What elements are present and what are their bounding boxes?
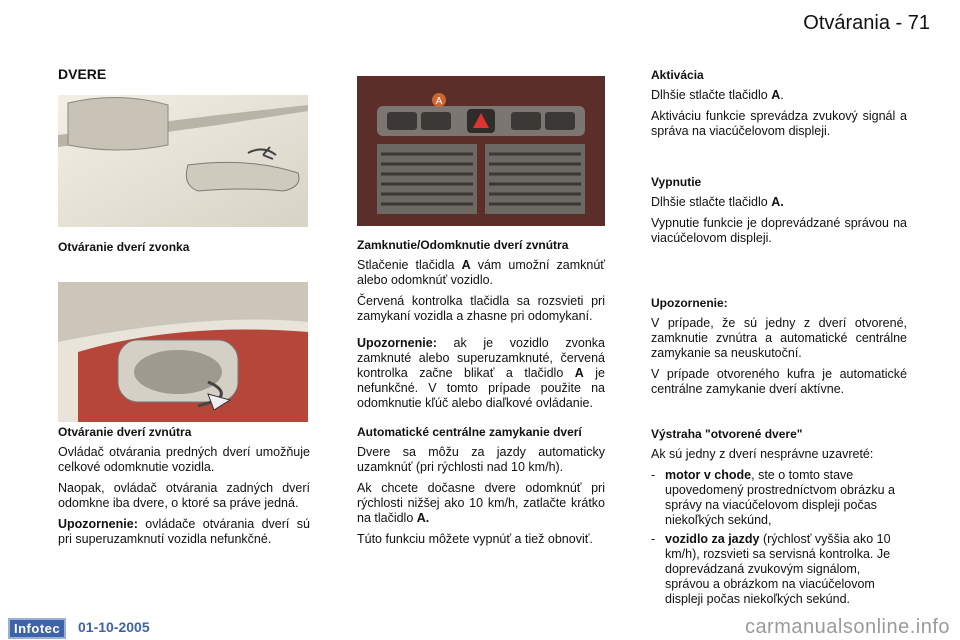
heading-lock-unlock: Zamknutie/Odomknutie dverí zvnútra	[357, 238, 569, 252]
heading-activation: Aktivácia	[651, 68, 704, 82]
label-a: A	[435, 96, 443, 107]
paragraph: Dlhšie stlačte tlačidlo A.	[651, 195, 784, 209]
paragraph: V prípade, že sú jedny z dverí otvorené, zamknutie zvnútra a automatické centrálne zamykanie sa neuskutoční.	[651, 316, 907, 360]
section-title: DVERE	[58, 66, 107, 82]
paragraph: Dvere sa môžu za jazdy automaticky uzamknúť (pri rýchlosti nad 10 km/h).	[357, 445, 605, 474]
watermark: carmanualsonline.info	[744, 616, 950, 638]
paragraph: Vypnutie funkcie je doprevádzané správou na viacúčelovom displeji.	[651, 216, 907, 245]
list-item: - vozidlo za jazdy (rýchlosť vyššia ako 10 km/h), rozsvieti sa servisná kontrolka. Je doprevádzaná zvukovým signálom, správou a obrázkom na viacúčelovom displeji počas niekoľkých sekúnd.	[651, 532, 891, 606]
paragraph: Stlačenie tlačidla A vám umožní zamknúť alebo odomknúť vozidlo.	[357, 258, 605, 287]
heading-interior-opening: Otváranie dverí zvnútra	[58, 425, 192, 439]
heading-door-open-alert: Výstraha "otvorené dvere"	[651, 427, 803, 441]
paragraph: Dlhšie stlačte tlačidlo A.	[651, 88, 784, 102]
print-date: 01-10-2005	[78, 619, 150, 635]
paragraph: Aktiváciu funkcie sprevádza zvukový signál a správa na viacúčelovom displeji.	[651, 109, 907, 138]
paragraph: Ak chcete dočasne dvere odomknúť pri rýchlosti nižšej ako 10 km/h, zatlačte krátko na tlačidlo A.	[357, 481, 605, 525]
heading-deactivation: Vypnutie	[651, 175, 702, 189]
heading-warning: Upozornenie:	[651, 296, 728, 310]
caption-exterior-opening: Otváranie dverí zvonka	[58, 240, 190, 254]
warning-paragraph: Upozornenie: ovládače otvárania dverí sú pri superuzamknutí vozidla nefunkčné.	[58, 517, 310, 546]
paragraph: Túto funkciu môžete vypnúť a tiež obnoviť.	[357, 532, 593, 546]
exterior-door-handle-image	[58, 95, 308, 227]
paragraph: Červená kontrolka tlačidla sa rozsvieti pri zamykaní vozidla a zhasne pri odomykaní.	[357, 294, 605, 323]
list-item: - motor v chode, ste o tomto stave upovedomený prostredníctvom obrázku a správy na viacúčelovom displeji počas niekoľkých sekúnd,	[651, 468, 895, 527]
infotec-logo: Infotec	[8, 618, 66, 639]
paragraph: V prípade otvoreného kufra je automatické centrálne zamykanie dverí aktívne.	[651, 367, 907, 396]
interior-door-handle-image	[58, 282, 308, 422]
page-header: Otvárania - 71	[803, 12, 930, 34]
central-lock-button-image	[357, 76, 605, 226]
paragraph: Naopak, ovládač otvárania zadných dverí odomkne iba dvere, o ktoré sa práve jedná.	[58, 481, 310, 510]
paragraph: Ak sú jedny z dverí nesprávne uzavreté:	[651, 447, 874, 461]
warning-paragraph: Upozornenie: ak je vozidlo zvonka zamknuté alebo superuzamknuté, červená kontrolka začne blikať a tlačidlo A je nefunkčné. V tomto prípade použite na odomknutie kľúč alebo diaľkové ovládanie.	[357, 336, 605, 410]
paragraph: Ovládač otvárania predných dverí umožňuje celkové odomknutie vozidla.	[58, 445, 310, 474]
heading-auto-central-locking: Automatické centrálne zamykanie dverí	[357, 425, 582, 439]
